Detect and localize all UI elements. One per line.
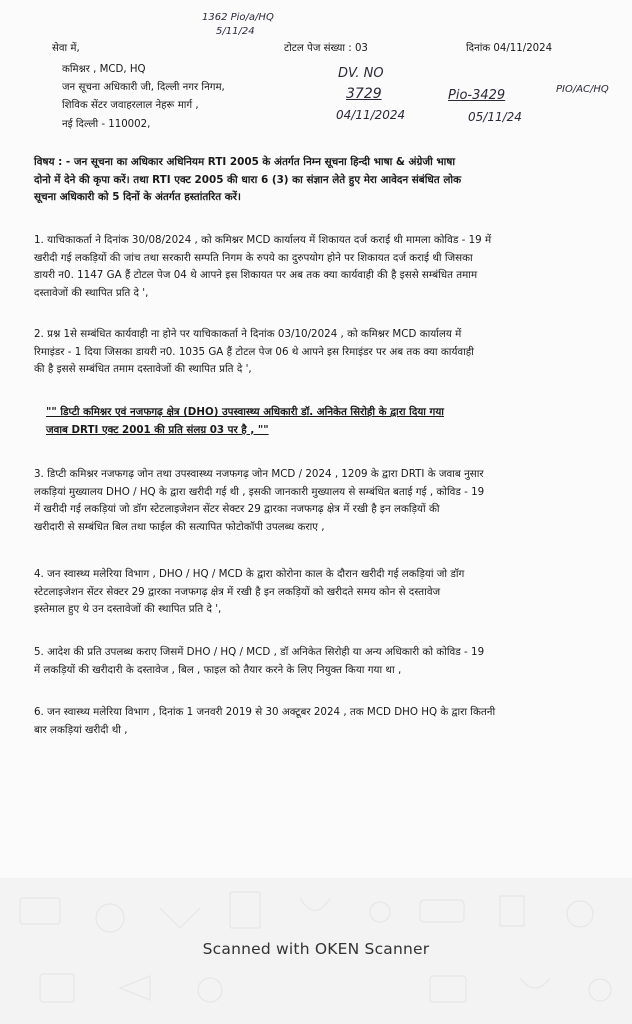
highlight-line: जवाब DRTI एक्ट 2001 की प्रति संलग्र 03 पर है , "" bbox=[46, 423, 269, 436]
dv-date: 04/11/2024 bbox=[336, 108, 406, 122]
address-line: कमिश्नर , MCD, HQ bbox=[62, 64, 146, 75]
point-line: 1. याचिकाकर्ता ने दिनांक 30/08/2024 , को कमिश्नर MCD कार्यालय में शिकायत दर्ज कराई थी मामला कोविड - 19 में bbox=[34, 234, 492, 246]
address-line: शिविक सेंटर जवाहरलाल नेहरू मार्ग , bbox=[62, 100, 199, 111]
point-line: खरीदारी से सम्बंधित बिल तथा फाईल की सत्यापित फोटोकॉपी उपलब्ध कराए , bbox=[34, 520, 325, 533]
point-line: खरीदी गई लकड़ियों की जांच तथा सरकारी सम्पति निगम के रुपये का दुरुपयोग होने पर शिकायत दर्ज कराई थी जिसका bbox=[34, 251, 473, 264]
highlight-quote bbox=[46, 404, 612, 439]
pio-reference: Pio-3429 bbox=[448, 88, 506, 103]
handwritten-note: 1362 Pio/a/HQ bbox=[202, 12, 274, 23]
point-line: लकड़ियां मुख्यालय DHO / HQ के द्वारा खरीदी गई थी , इसकी जानकारी मुख्यालय से सम्बंधित बताई गई , कोविड - 19 bbox=[34, 485, 485, 498]
point-line: 3. डिप्टी कमिश्नर नजफगढ़ जोन तथा उपस्वास्थ्य नजफगढ़ जोन MCD / 2024 , 1209 के द्वारा DRTI के जवाब नुसार bbox=[34, 468, 484, 480]
point-3 bbox=[34, 466, 600, 536]
point-line: इस्तेमाल हुए थे उन दस्तावेजों की स्थापित प्रति दे ', bbox=[34, 603, 222, 616]
point-line: स्टेटलाइजेशन सेंटर सेक्टर 29 द्वारका नजफगढ़ क्षेत्र में रखी है इन लकड़ियों को खरीदते समय कोन से दस्तावेज bbox=[34, 585, 441, 598]
point-line: 6. जन स्वास्थ्य मलेरिया विभाग , दिनांक 1 जनवरी 2019 से 30 अक्टूबर 2024 , तक MCD DHO HQ के द्वारा कितनी bbox=[34, 706, 496, 718]
subject-line: दोनो में देने की कृपा करें। तथा RTI एक्ट 2005 की धारा 6 (3) का संज्ञान लेते हुए मेरा आवेदन संबंधित लोक bbox=[34, 173, 462, 186]
point-6 bbox=[34, 704, 600, 739]
highlight-line: "" डिप्टी कमिश्नर एवं नजफगढ़ क्षेत्र (DHO) उपस्वास्थ्य अधिकारी डॉ. अनिकेत सिरोही के द्वारा दिया गया bbox=[46, 406, 444, 418]
dv-label: DV. NO bbox=[338, 66, 384, 81]
letter-date: दिनांक 04/11/2024 bbox=[466, 43, 553, 54]
pio-date: 05/11/24 bbox=[468, 110, 522, 124]
address-line: नई दिल्ली - 110002, bbox=[62, 119, 151, 130]
handwritten-date: 5/11/24 bbox=[216, 26, 255, 37]
subject-line: सूचना अधिकारी को 5 दिनों के अंतर्गत हस्तांतरित करें। bbox=[34, 191, 241, 204]
point-5 bbox=[34, 644, 600, 679]
point-line: रिमाइंडर - 1 दिया जिसका डायरी न0. 1035 GA हैं टोटल पेज 06 थे आपने इस रिमाइंडर पर अब तक क्या कार्यवाही bbox=[34, 345, 474, 358]
subject-line: विषय : - जन सूचना का अधिकार अधिनियम RTI 2005 के अंतर्गत निम्न सूचना हिन्दी भाषा & अंग्रेजी भाषा bbox=[34, 156, 456, 168]
point-2 bbox=[34, 326, 600, 379]
point-line: 4. जन स्वास्थ्य मलेरिया विभाग , DHO / HQ / MCD के द्वारा कोरोना काल के दौरान खरीदी गई लकड़ियां जो डॉग bbox=[34, 568, 465, 580]
dv-number: 3729 bbox=[346, 86, 382, 102]
point-line: डायरी न0. 1147 GA हैं टोटल पेज 04 थे आपने इस शिकायत पर अब तक क्या कार्यवाही की है इससे सम्बंधित तमाम bbox=[34, 269, 478, 282]
address-line: जन सूचना अधिकारी जी, दिल्ली नगर निगम, bbox=[62, 82, 225, 93]
point-line: में खरीदी गई लकड़ियां जो डॉग स्टेटलाइजेशन सेंटर सेक्टर 29 द्वारका नजफगढ़ क्षेत्र में रखी है इन लकड़ियों की bbox=[34, 503, 440, 516]
point-line: बार लकड़ियां खरीदी थी , bbox=[34, 723, 128, 736]
total-pages: टोटल पेज संख्या : 03 bbox=[284, 43, 368, 54]
scanner-watermark: Scanned with OKEN Scanner bbox=[202, 940, 430, 958]
point-4 bbox=[34, 566, 600, 619]
point-line: 2. प्रश्न 1से सम्बंधित कार्यवाही ना होने पर याचिकाकर्ता ने दिनांक 03/10/2024 , को कमिश्नर MCD कार्यालय में bbox=[34, 328, 462, 340]
point-line: दस्तावेजों की स्थापित प्रति दे ', bbox=[34, 286, 149, 299]
point-1 bbox=[34, 232, 600, 302]
point-line: 5. आदेश की प्रति उपलब्ध कराए जिसमें DHO / HQ / MCD , डॉ अनिकेत सिरोही या अन्य अधिकारी को कोविड - 19 bbox=[34, 646, 485, 658]
point-line: की है इससे सम्बंधित तमाम दस्तावेजों की स्थापित प्रति दे ', bbox=[34, 363, 252, 376]
subject bbox=[34, 154, 600, 207]
salutation: सेवा में, bbox=[52, 43, 80, 54]
point-line: में लकड़ियों की खरीदारी के दस्तावेज , बिल , फाइल को तैयार करने के लिए नियुक्त किया गया था , bbox=[34, 663, 402, 676]
pio-office: PIO/AC/HQ bbox=[556, 84, 609, 95]
